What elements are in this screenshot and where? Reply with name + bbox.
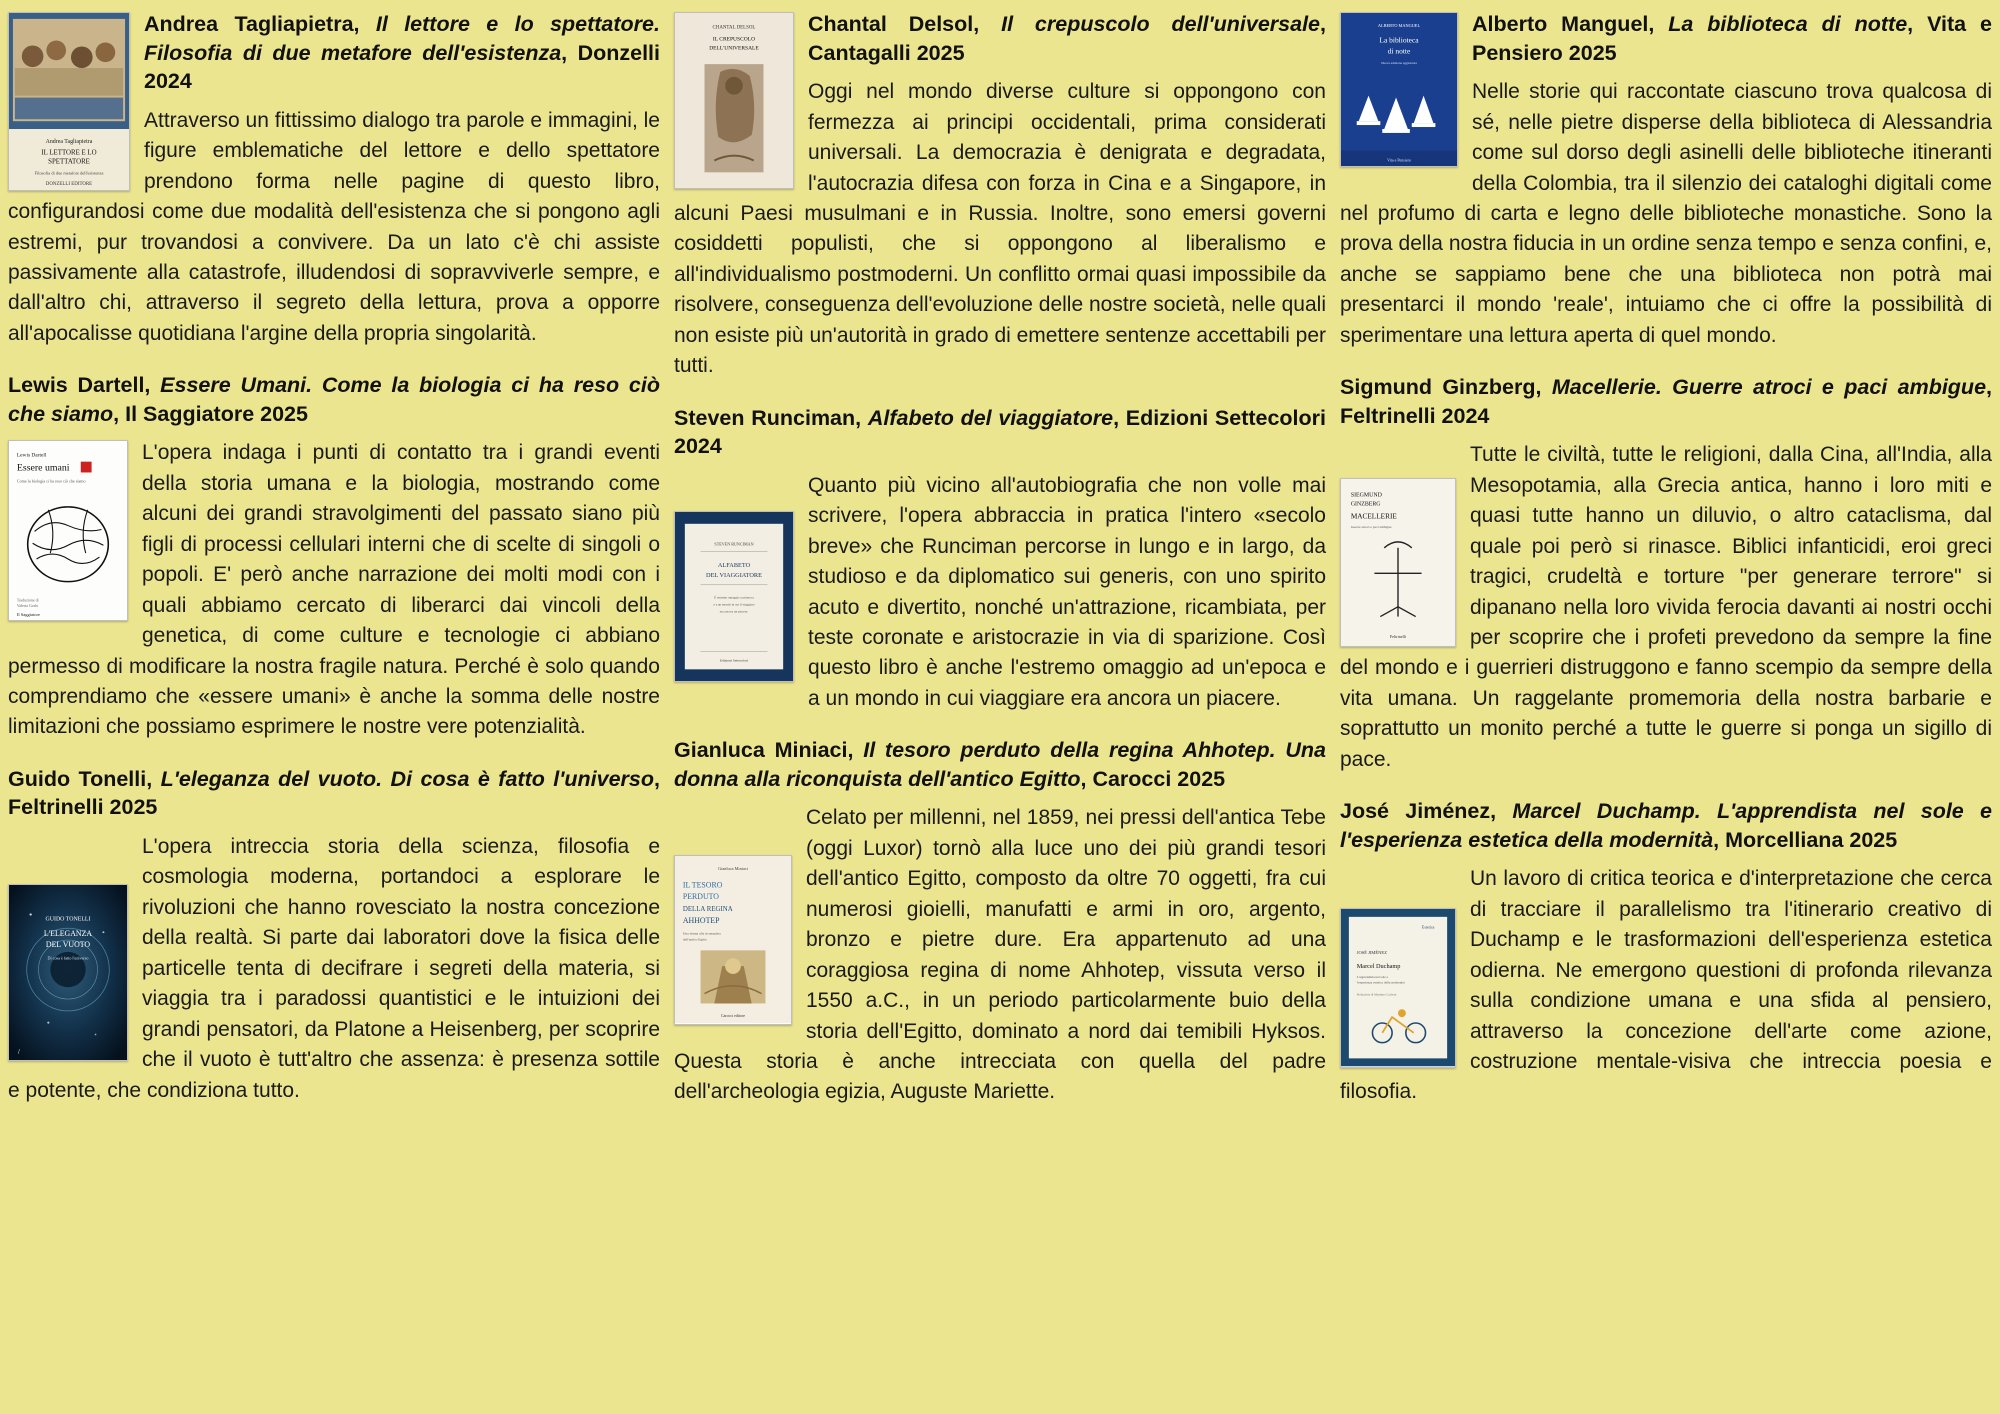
- cover-il-lettore-e-lo-spettatore: [8, 12, 130, 191]
- svg-text:Marcel Duchamp: Marcel Duchamp: [1356, 963, 1401, 971]
- entry-publisher: Cantagalli 2025: [808, 40, 965, 65]
- cover-il-tesoro-perduto-della-regina-ahhotep: [674, 855, 792, 1024]
- entry-miniaci: [674, 736, 1326, 1126]
- svg-text:Essere umani: Essere umani: [16, 462, 70, 474]
- column-2: [674, 10, 1326, 1414]
- svg-text:Carocci editore: Carocci editore: [720, 1013, 746, 1019]
- svg-text:Andrea Tagliapietra: Andrea Tagliapietra: [45, 138, 93, 145]
- entry-publisher: Carocci 2025: [1092, 766, 1226, 791]
- entry-author: Alberto Manguel: [1472, 12, 1649, 36]
- entry-description: Nelle storie qui raccontate ciascuno trova qualcosa di sé, nelle pietre disperse della biblioteca di Alessandria come sul dorso degli asinelli delle biblioteche itineranti della Colombia, tra il silenzio dei cataloghi digitali come nel profumo di carta e legno delle biblioteche monastiche. Sono la prova della nostra fiducia in un ordine senza tempo e senza confini, e, anche se sappiamo bene che una biblioteca non potrà mai presentarci il mondo 'reale', intuiamo che ci offre la possibilità di sperimentare una lettura aperta di quel mondo.: [1340, 80, 1992, 347]
- entry-heading: Gianluca Miniaci, Il tesoro perduto della regina Ahhotep. Una donna alla riconquista dell'antico Egitto, Carocci 2025: [674, 738, 1326, 791]
- entry-description: Tutte le civiltà, tutte le religioni, dalla Cina, all'India, alla Mesopotamia, alla Grecia antica, hanno i loro miti e quasi tutte hanno un diluvio, o altro cataclisma, dal quale poi però si rinasce. Biblici infanticidi, eroi greci tragici, crudeltà e torture "per generare terrore" si dipanano nella loro vivida ferocia davanti ai nostri occhi per scoprire che i profeti prevedono da sempre la fine del mondo e i guerrieri distruggono e fanno scempio da sempre della vita umana. Un raggelante promemoria della nostra barbarie e soprattutto un monito perché a tutte le guerre si ponga un sigillo di pace.: [1340, 443, 1992, 771]
- entry-description: Attraverso un fittissimo dialogo tra parole e immagini, le figure emblematiche del lettore e dello spettatore prendono forma nelle pagine di questo libro, configurandosi come due modalità dell'esistenza che si pongono agli estremi, pur trovandosi a convivere. Da un lato c'è chi assiste passivamente alla catastrofe, illudendosi di sopravviverle sempre, e dall'altro chi, attraverso il segreto della lettura, prova a opporre all'apocalisse quotidiana l'argine della propria singolarità.: [8, 108, 660, 345]
- entry-author: Lewis Dartell: [8, 373, 145, 398]
- svg-text:La biblioteca: La biblioteca: [1379, 35, 1419, 45]
- entry-description: L'opera indaga i punti di contatto tra i grandi eventi della storia umana e la biologia, mostrando come alcuni dei grandi stravolgimenti del passato siano più figli di processi cellulari interni che di scelte di singoli o popoli. E' però anche narrazione dei molti modi con i quali abbiamo cercato di liberarci dai vincoli della genetica, di come culture e tecnologie ci abbiano permesso di modificare la nostra fragile natura. Perché è solo quando comprendiamo che «essere umani» è anche la somma delle nostre limitazioni che possiamo esprimere le nostre vere potenzialità.: [8, 441, 660, 739]
- svg-text:L'apprendista nel sole e: L'apprendista nel sole e: [1356, 975, 1389, 980]
- svg-text:Estetica: Estetica: [1421, 924, 1435, 930]
- svg-text:GINZBERG: GINZBERG: [1350, 501, 1381, 508]
- entry-author: Guido Tonelli: [8, 766, 147, 791]
- column-1: [8, 10, 660, 1414]
- entry-delsol: [674, 10, 1326, 400]
- entry-description: Un lavoro di critica teorica e d'interpretazione che cerca di tracciare il parallelismo tra l'itinerario creativo di Duchamp e le trasformazioni dell'esperienza estetica odierna. Ne emergono questioni di profonda rilevanza sulla condizione umana e una sfida al pensiero, attraverso la concezione dell'arte come azione, costruzione mentale-visiva che intreccia poesia e filosofia.: [1340, 867, 1992, 1104]
- cover-macellerie: [1340, 478, 1456, 647]
- svg-text:SIEGMUND: SIEGMUND: [1350, 493, 1382, 500]
- svg-text:DELLA REGINA: DELLA REGINA: [682, 906, 733, 914]
- entry-author: Steven Runciman: [674, 405, 856, 430]
- svg-text:ALBERTO MANGUEL: ALBERTO MANGUEL: [1377, 22, 1421, 28]
- svg-text:Filosofia di due metafore dell: Filosofia di due metafore dell'esistenza: [34, 170, 104, 176]
- entry-heading: Sigmund Ginzberg, Macellerie. Guerre atroci e paci ambigue, Feltrinelli 2024: [1340, 375, 1993, 428]
- entry-description: Oggi nel mondo diverse culture si oppongono con fermezza ai principi occidentali, prima considerati universali. La democrazia è denigrata e degradata, l'autocrazia difesa con forza in Cina e a Singapore, in alcuni Paesi musulmani e in Russia. Inoltre, sono emersi governi cosiddetti populisti, che si oppongono al liberalismo e all'individualismo postmoderni. Un conflitto ormai quasi impossibile da risolvere, conseguenza dell'evoluzione delle nostre società, nelle quali non esiste più un'autorità in grado di emettere sentenze accettabili per tutti.: [674, 80, 1326, 378]
- entry-jimenez: [1340, 797, 1992, 1126]
- entry-title: Macellerie. Guerre atroci e paci ambigue: [1551, 375, 1987, 400]
- entry-tonelli: [8, 765, 660, 1124]
- entry-author: Andrea Tagliapietra: [144, 12, 354, 36]
- cover-essere-umani: [8, 440, 128, 621]
- cover-il-crepuscolo-delluniversale: [674, 12, 794, 189]
- svg-text:Di cosa è fatto l'universo: Di cosa è fatto l'universo: [47, 955, 89, 961]
- svg-text:DELL'UNIVERSALE: DELL'UNIVERSALE: [709, 45, 759, 52]
- entry-heading: José Jiménez, Marcel Duchamp. L'apprendista nel sole e l'esperienza estetica della modernità, Morcelliana 2025: [1340, 799, 1993, 852]
- entry-author: Chantal Delsol: [808, 12, 974, 36]
- svg-text:l'esperienza estetica della mo: l'esperienza estetica della modernità: [1356, 980, 1405, 985]
- entry-heading: Alberto Manguel, La biblioteca di notte, Vita e Pensiero 2025: [1472, 12, 1992, 65]
- svg-text:Gianluca Miniaci: Gianluca Miniaci: [717, 866, 749, 872]
- svg-text:Come la biologia ci ha reso ci: Come la biologia ci ha reso ciò che siamo: [16, 478, 86, 484]
- svg-text:Valeria Gorla: Valeria Gorla: [16, 603, 38, 609]
- entry-runciman: [674, 404, 1326, 733]
- cover-alfabeto-del-viaggiatore: [674, 511, 794, 682]
- cover-la-biblioteca-di-notte: [1340, 12, 1458, 167]
- svg-text:MACELLERIE: MACELLERIE: [1350, 512, 1397, 521]
- svg-text:STEVEN RUNCIMAN: STEVEN RUNCIMAN: [714, 541, 754, 547]
- entry-description: Celato per millenni, nel 1859, nei pressi dell'antica Tebe (oggi Luxor) tornò alla luce uno dei più grandi tesori dell'antico Egitto, composto da oltre 70 oggetti, fra cui numerosi gioielli, manufatti e armi in oro, argento, bronzo e pietre dure. Era appartenuto ad una coraggiosa regina di nome Ahhotep, vissuta verso il 1550 a.C., in un periodo particolarmente buio della storia dell'Egitto, dominato a nord dai temibili Hyksos. Questa storia è anche intrecciata con quella del padre dell'archeologia egizia, Auguste Mariette.: [674, 806, 1326, 1104]
- entry-tagliapietra: [8, 10, 660, 367]
- svg-text:dell'antico Egitto: dell'antico Egitto: [682, 937, 707, 942]
- svg-text:DEL VIAGGIATORE: DEL VIAGGIATORE: [706, 571, 762, 579]
- entry-ginzberg: [1340, 373, 1992, 793]
- svg-text:DEL VUOTO: DEL VUOTO: [45, 939, 91, 949]
- svg-text:GUIDO TONELLI: GUIDO TONELLI: [45, 916, 91, 923]
- entry-publisher: Donzelli 2024: [144, 40, 660, 94]
- svg-text:JOSÉ JIMÉNEZ: JOSÉ JIMÉNEZ: [1356, 950, 1387, 956]
- svg-text:di notte: di notte: [1387, 46, 1411, 56]
- cover-eleganza-del-vuoto: [8, 884, 128, 1061]
- entry-heading: Guido Tonelli, L'eleganza del vuoto. Di cosa è fatto l'universo, Feltrinelli 2025: [8, 766, 660, 820]
- cover-marcel-duchamp: [1340, 908, 1456, 1067]
- svg-text:PERDUTO: PERDUTO: [682, 892, 719, 902]
- svg-text:DONZELLI EDITORE: DONZELLI EDITORE: [45, 182, 93, 188]
- svg-text:Una donna alla riconquista: Una donna alla riconquista: [682, 932, 721, 937]
- entry-heading: Steven Runciman, Alfabeto del viaggiatore, Edizioni Settecolori 2024: [674, 405, 1327, 459]
- entry-author: José Jiménez: [1340, 799, 1491, 824]
- entry-title: Marcel Duchamp. L'apprendista nel sole e l'esperienza estetica della modernità: [1340, 799, 1993, 852]
- entry-title: La biblioteca di notte: [1668, 12, 1908, 36]
- entry-title: Il tesoro perduto della regina Ahhotep. Una donna alla riconquista dell'antico Egitto: [674, 738, 1326, 791]
- entry-title: Essere Umani. Come la biologia ci ha reso ciò che siamo: [8, 373, 660, 426]
- entry-publisher: Edizioni Settecolori 2024: [674, 405, 1327, 459]
- svg-text:IL LETTORE E LO: IL LETTORE E LO: [41, 149, 97, 157]
- svg-text:e a un mondo in cui il viaggia: e a un mondo in cui il viaggiare: [713, 602, 755, 607]
- entry-publisher: Feltrinelli 2025: [8, 795, 158, 820]
- svg-text:era ancora un piacere.: era ancora un piacere.: [719, 609, 749, 614]
- svg-text:IL CREPUSCOLO: IL CREPUSCOLO: [712, 36, 756, 43]
- svg-text:Vita e Pensiero: Vita e Pensiero: [1387, 157, 1411, 163]
- svg-text:AHHOTEP: AHHOTEP: [682, 916, 720, 926]
- svg-text:Feltrinelli: Feltrinelli: [1389, 634, 1407, 640]
- svg-text:Edizioni Settecolori: Edizioni Settecolori: [719, 658, 749, 663]
- svg-text:Nuova edizione aggiornata: Nuova edizione aggiornata: [1381, 61, 1417, 66]
- entry-publisher: Il Saggiatore 2025: [125, 401, 308, 426]
- entry-dartell: [8, 371, 660, 761]
- entry-heading: Lewis Dartell, Essere Umani. Come la biologia ci ha reso ciò che siamo, Il Saggiatore 2025: [8, 373, 660, 426]
- svg-text:L'ELEGANZA: L'ELEGANZA: [43, 929, 93, 939]
- entry-title: Alfabeto del viaggiatore: [867, 405, 1114, 430]
- entry-publisher: Vita e Pensiero 2025: [1472, 12, 1992, 65]
- entry-title: Il crepuscolo dell'universale: [1001, 12, 1321, 36]
- svg-text:È estremo omaggio a un'epoca: È estremo omaggio a un'epoca: [714, 595, 754, 600]
- svg-text:/: /: [17, 1049, 20, 1057]
- entry-heading: Andrea Tagliapietra, Il lettore e lo spettatore. Filosofia di due metafore dell'esistenza, Donzelli 2024: [144, 12, 660, 94]
- svg-text:IL TESORO: IL TESORO: [682, 880, 723, 890]
- entry-description: L'opera intreccia storia della scienza, filosofia e cosmologia moderna, portandoci a esplorare le rivoluzioni che hanno rovesciato la nostra concezione della realtà. Si parte dai laboratori dove la fisica delle particelle tenta di decifrare i segreti della materia, si viaggia tra i paradossi quantistici e le intuizioni dei grandi pensatori, da Platone a Heisenberg, per scoprire che il vuoto è tutt'altro che assenza: è presenza sottile e potente, che condiziona tutto.: [8, 835, 660, 1102]
- svg-text:Guerre atroci e paci ambigue: Guerre atroci e paci ambigue: [1350, 525, 1392, 530]
- entry-title: Il lettore e lo spettatore. Filosofia di due metafore dell'esistenza: [144, 12, 660, 65]
- svg-text:SPETTATORE: SPETTATORE: [48, 158, 90, 166]
- entry-heading: Chantal Delsol, Il crepuscolo dell'universale, Cantagalli 2025: [808, 12, 1326, 65]
- svg-text:Traduzione di: Traduzione di: [16, 597, 39, 603]
- svg-text:Prefazione di Massimo Carboni: Prefazione di Massimo Carboni: [1356, 992, 1397, 997]
- entry-description: Quanto più vicino all'autobiografia che non volle mai scrivere, l'opera abbraccia in pratica l'intero «secolo breve» che Runciman percorse in lungo e in largo, da studioso e da diplomatico sui generis, con uno spirito acuto e divertito, nonché un'attrazione, ricambiata, per teste coronate e aristocrazie in via di sparizione. Così questo libro è anche l'estremo omaggio ad un'epoca e a un mondo in cui viaggiare era ancora un piacere.: [808, 473, 1326, 710]
- entry-publisher: Feltrinelli 2024: [1340, 403, 1490, 428]
- entry-publisher: Morcelliana 2025: [1725, 827, 1898, 852]
- entry-author: Gianluca Miniaci: [674, 738, 848, 763]
- svg-text:CHANTAL DELSOL: CHANTAL DELSOL: [712, 25, 756, 31]
- svg-text:Lewis Dartell: Lewis Dartell: [16, 453, 47, 460]
- svg-text:ALFABETO: ALFABETO: [717, 561, 751, 569]
- entry-title: L'eleganza del vuoto. Di cosa è fatto l'universo: [160, 766, 654, 791]
- entry-manguel: [1340, 10, 1992, 369]
- svg-text:Il Saggiatore: Il Saggiatore: [16, 612, 41, 618]
- entry-author: Sigmund Ginzberg: [1340, 375, 1536, 400]
- column-3: [1340, 10, 1992, 1414]
